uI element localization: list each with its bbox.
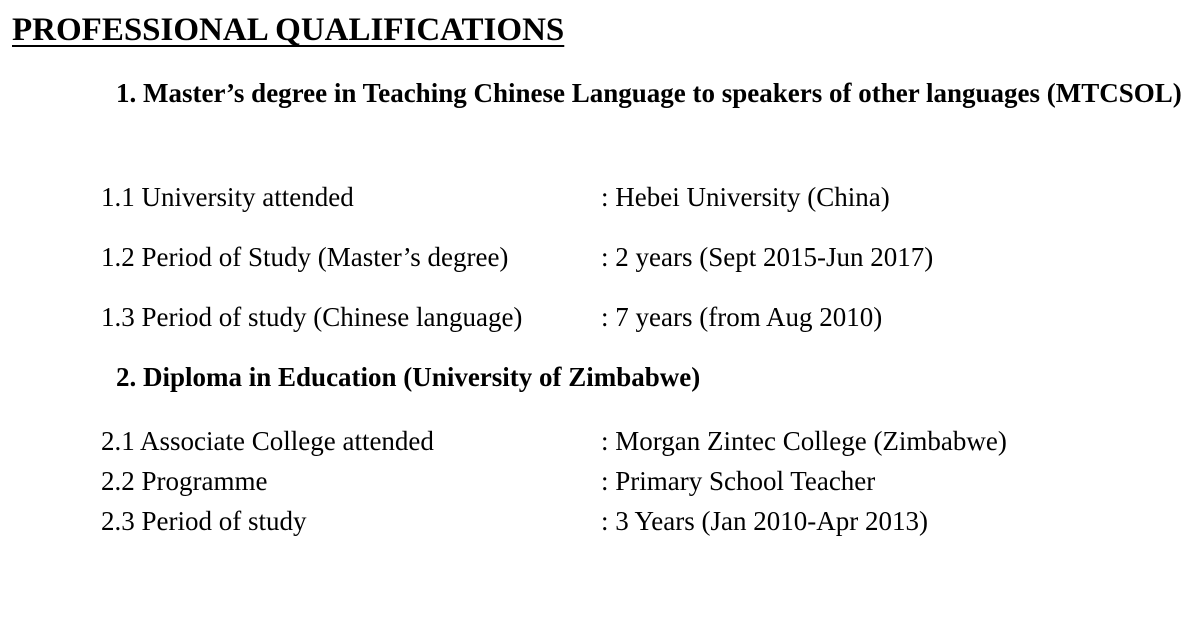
detail-row: [101, 297, 1101, 337]
detail-value: : 7 years (from Aug 2010): [601, 302, 883, 332]
detail-row: [101, 421, 1101, 461]
page-heading: PROFESSIONAL QUALIFICATIONS: [12, 12, 565, 48]
detail-value: : 2 years (Sept 2015-Jun 2017): [601, 242, 934, 272]
detail-value: : 3 Years (Jan 2010-Apr 2013): [601, 506, 928, 536]
detail-row: [101, 501, 1101, 541]
detail-value: : Morgan Zintec College (Zimbabwe): [601, 426, 1007, 456]
detail-label: 1.1 University attended: [101, 182, 354, 212]
section-title-diploma: 2. Diploma in Education (University of Zimbabwe): [116, 362, 701, 392]
detail-label: 2.2 Programme: [101, 466, 268, 496]
detail-label: 2.1 Associate College attended: [101, 426, 434, 456]
detail-row: [101, 237, 1101, 277]
detail-label: 1.3 Period of study (Chinese language): [101, 302, 523, 332]
detail-row: [101, 177, 1101, 217]
detail-value: : Primary School Teacher: [601, 466, 876, 496]
detail-label: 1.2 Period of Study (Master’s degree): [101, 242, 509, 272]
detail-row: [101, 461, 1101, 501]
detail-value: : Hebei University (China): [601, 182, 890, 212]
section-title-masters: 1. Master’s degree in Teaching Chinese Language to speakers of other languages (MTCSOL): [116, 78, 1182, 108]
detail-label: 2.3 Period of study: [101, 506, 307, 536]
